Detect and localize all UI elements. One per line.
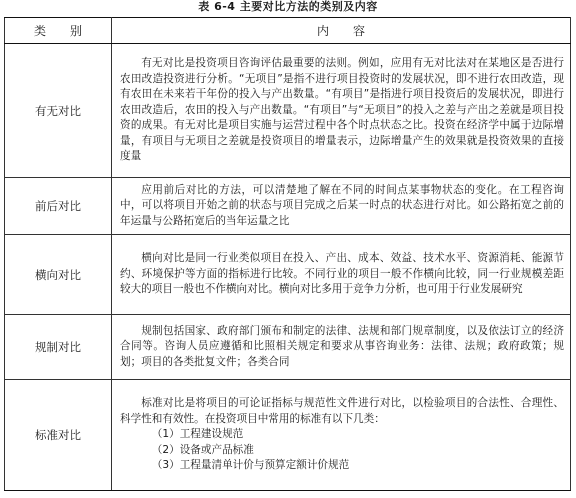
content-paragraph: 有无对比是投资项目咨询评估最重要的法则。例如，应用有无对比法对在某地区是否进行农田改造投资进行分析。“无项目”是指不进行项目投资时的发展状况，即不进行农田改造，现有农田在未来若干年份的投入与产出数量。“有项目”是指进行项目投资后的发展状况，即进行农田改造后，农田的投入与产出数量。“有项目”与“无项目”的投入之差与产出之差就是项目投资的成果。有无对比是项目实施与运营过程中各个时点状态之比。投资在经济学中属于边际增量，有项目与无项目之差就是投资项目的增量表示，边际增量产生的效果就是投资效果的直接度量 (120, 56, 564, 163)
row-category: 横向对比 (5, 235, 112, 315)
table-row (5, 178, 571, 235)
row-content (112, 380, 571, 491)
table-row (5, 44, 571, 178)
row-content (112, 44, 571, 178)
row-content (112, 178, 571, 235)
comparison-methods-table (4, 17, 571, 491)
header-content: 内 容 (112, 18, 571, 44)
content-list-item: （2）设备或产品标准 (151, 443, 254, 456)
content-list-item: （3）工程量清单计价与预算定额计价规范 (151, 459, 350, 472)
content-list-item: （1）工程建设规范 (151, 428, 244, 441)
content-paragraph: 规制包括国家、政府部门颁布和制定的法律、法规和部门规章制度，以及依法订立的经济合同等。咨询人员应遵循和比照相关规定和要求从事咨询业务：法律、法规；政府政策；规划；项目的各类批复文件；各类合同 (120, 324, 564, 368)
content-paragraph: 应用前后对比的方法，可以清楚地了解在不同的时间点某事物状态的变化。在工程咨询中，可以将项目开始之前的状态与项目完成之后某一时点的状态进行对比。如公路拓宽之前的年运量与公路拓宽后的当年运量之比 (120, 183, 564, 227)
table-caption: 表 6-4 主要对比方法的类别及内容 (198, 0, 378, 13)
row-category: 规制对比 (5, 315, 112, 380)
content-paragraph: 横向对比是同一行业类似项目在投入、产出、成本、效益、技术水平、资源消耗、能源节约、环境保护等方面的指标进行比较。不同行业的项目一般不作横向比较，同一行业规模差距较大的项目一般也不作横向对比。横向对比多用于竞争力分析，也可用于行业发展研究 (120, 252, 564, 296)
row-category: 标准对比 (5, 380, 112, 491)
table-row (5, 235, 571, 315)
row-content (112, 315, 571, 380)
row-category: 前后对比 (5, 178, 112, 235)
content-paragraph: 标准对比是将项目的可论证指标与规范性文件进行对比，以检验项目的合法性、合理性、科学性和有效性。在投资项目中常用的标准有以下几类： (120, 397, 564, 425)
table-row (5, 315, 571, 380)
row-content (112, 235, 571, 315)
row-category: 有无对比 (5, 44, 112, 178)
table-row (5, 380, 571, 491)
header-category: 类 别 (5, 18, 112, 44)
table-header-row (5, 18, 571, 44)
